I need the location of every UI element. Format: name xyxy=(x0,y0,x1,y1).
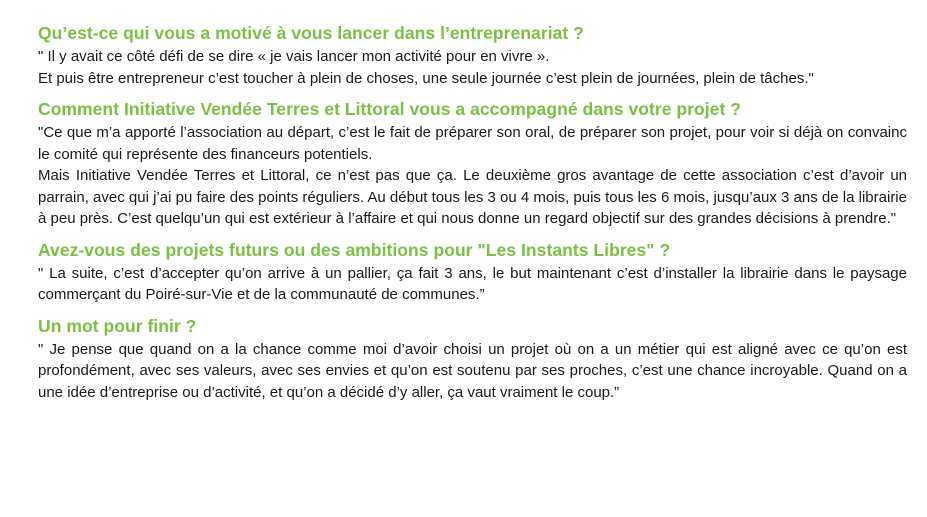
question-heading: Avez-vous des projets futurs ou des ambitions pour "Les Instants Libres" ? xyxy=(38,239,671,260)
answer-paragraph: Mais Initiative Vendée Terres et Littoral, ce n’est pas que ça. Le deuxième gros avantage de cette association c’est d’avoir un parrain, avec qui j’ai pu faire des points réguliers. Au début tous les 3 ou 4 mois, puis tous les 6 mois, jusqu’aux 3 ans de la librairie à peu près. C’est quelqu’un qui est extérieur à l’affaire et qui nous donne un regard objectif sur des grandes décisions à prendre." xyxy=(38,167,907,227)
answer-paragraph: "Ce que m’a apporté l’association au départ, c’est le fait de préparer son oral, de préparer son projet, pour voir si déjà on convainc le comité qui représente des financeurs potentiels. xyxy=(38,124,907,163)
qa-section-motivation xyxy=(38,22,907,89)
answer-paragraph: " Il y avait ce côté défi de se dire « je vais lancer mon activité pour en vivre ». xyxy=(38,48,550,65)
question-heading: Comment Initiative Vendée Terres et Littoral vous a accompagné dans votre projet ? xyxy=(38,99,741,119)
question-heading: Un mot pour finir ? xyxy=(38,315,197,336)
question-heading: Qu’est-ce qui vous a motivé à vous lancer dans l’entreprenariat ? xyxy=(38,23,584,43)
answer-text xyxy=(38,46,907,89)
answer-text xyxy=(38,263,907,306)
answer-paragraph: Et puis être entrepreneur c’est toucher à plein de choses, une seule journée c’est plein de journées, plein de tâches." xyxy=(38,69,814,87)
answer-paragraph: " La suite, c’est d’accepter qu’on arrive à un pallier, ça fait 3 ans, le but maintenant c’est d’installer la librairie dans le paysage commerçant du Poiré-sur-Vie et de la communauté de communes.” xyxy=(38,264,907,303)
answer-text xyxy=(38,122,907,230)
answer-text xyxy=(38,339,907,404)
qa-section-final-word xyxy=(38,315,907,404)
answer-paragraph: " Je pense que quand on a la chance comme moi d’avoir choisi un projet où on a un métier qui est aligné avec ce qu’on est profondément, avec ses valeurs, avec ses envies et qu’on est soutenu par ses proches, c’est une chance incroyable. Quand on a une idée d’entreprise ou d’activité, et qu’on a décidé d’y aller, ça vaut vraiment le coup.” xyxy=(38,340,907,401)
qa-section-future-projects xyxy=(38,239,907,306)
qa-section-support xyxy=(38,98,907,230)
